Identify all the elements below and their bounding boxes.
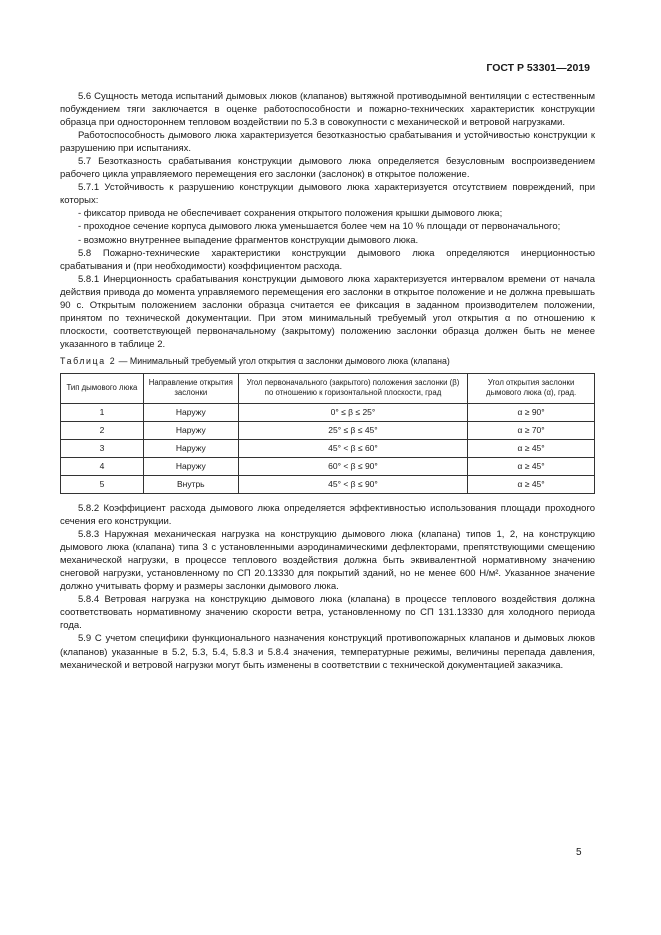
table-cell: 3 <box>61 439 144 457</box>
paragraph-operability: Работоспособность дымового люка характеризуется безотказностью срабатывания и устойчивостью конструкции к разрушению при испытаниях. <box>60 130 595 155</box>
table-cell: α ≥ 90° <box>468 403 595 421</box>
list-item: - фиксатор привода не обеспечивает сохранения открытого положения крышки дымового люка; <box>78 208 503 220</box>
table-caption <box>60 355 595 368</box>
table-cell: 4 <box>61 457 144 475</box>
header-hatch-type: Тип дымового люка <box>61 373 144 403</box>
table-row <box>61 439 595 457</box>
page-number: 5 <box>576 847 582 858</box>
header-initial-angle: Угол первоначального (закрытого) положения заслонки (β) по отношению к горизонтальной плоскости, град <box>238 373 468 403</box>
table-cell: α ≥ 70° <box>468 421 595 439</box>
paragraph-5-6: 5.6 Сущность метода испытаний дымовых люков (клапанов) вытяжной противодымной вентиляции с естественным побуждением тяги заключается в оценке работоспособности и пожарно-технических характеристик конструкции образца при одностороннем тепловом воздействии по 5.3 в совокупности с механической и ветровой нагрузками. <box>60 91 595 129</box>
table-cell: 45° < β ≤ 90° <box>238 475 468 493</box>
paragraph-5-7: 5.7 Безотказность срабатывания конструкции дымового люка определяется безусловным воспроизведением рабочего цикла управляемого перемещения его заслонки (заслонок) в открытое положение. <box>60 156 595 181</box>
page-body <box>60 90 595 672</box>
paragraph-5-7-1: 5.7.1 Устойчивость к разрушению конструкции дымового люка характеризуется отсутствием повреждений, при которых: <box>60 182 595 207</box>
table-caption-text: — Минимальный требуемый угол открытия α заслонки дымового люка (клапана) <box>116 355 450 366</box>
list-item: - проходное сечение корпуса дымового люка уменьшается более чем на 10 % площади от первоначального; <box>78 221 561 233</box>
table-cell: α ≥ 45° <box>468 457 595 475</box>
table-cell: 0° ≤ β ≤ 25° <box>238 403 468 421</box>
table-cell: 60° < β ≤ 90° <box>238 457 468 475</box>
table-cell: Наружу <box>143 403 238 421</box>
table-header-row <box>61 373 595 403</box>
table-cell: Внутрь <box>143 475 238 493</box>
table-cell: 1 <box>61 403 144 421</box>
table-cell: α ≥ 45° <box>468 475 595 493</box>
paragraph-5-8-1: 5.8.1 Инерционность срабатывания конструкции дымового люка характеризуется интервалом времени от начала действия привода до момента управляемого перемещения его заслонки в открытое положение и не должна превышать 90 с. Открытым положением заслонки образца считается ее фиксация в заданном производителем положении, принятом по технической документации. При этом минимальный требуемый угол открытия α по отношению к плоскости, соответствующей первоначальному (закрытому) положению заслонки образца должен быть не менее указанного в таблице 2. <box>60 273 595 350</box>
table-cell: 45° < β ≤ 60° <box>238 439 468 457</box>
paragraph-5-8-3: 5.8.3 Наружная механическая нагрузка на конструкцию дымового люка (клапана) типов 1, 2, на конструкцию дымового люка (клапана) типа 3 с установленными аэродинамическими дефлекторами, препятствующими смещению механической нагрузки, в процессе теплового воздействия должна быть эквивалентной нормативному значению снеговой нагрузки, установленному по СП 20.13330 для покрытий зданий, но не менее 600 Н/м². Указанное значение должно учитывать форму и размеры заслонки дымового люка. <box>60 529 595 593</box>
opening-angle-table <box>60 373 595 494</box>
paragraph-5-8: 5.8 Пожарно-технические характеристики конструкции дымового люка определяются инерционностью срабатывания и (при необходимости) коэффициентом расхода. <box>60 247 595 272</box>
header-opening-direction: Направление открытия заслонки <box>143 373 238 403</box>
table-cell: 2 <box>61 421 144 439</box>
table-cell: Наружу <box>143 439 238 457</box>
table-row <box>61 421 595 439</box>
table-cell: Наружу <box>143 421 238 439</box>
table-caption-label: Таблица 2 <box>60 355 117 366</box>
table-row <box>61 403 595 421</box>
header-opening-angle: Угол открытия заслонки дымового люка (α), град. <box>468 373 595 403</box>
paragraph-5-8-4: 5.8.4 Ветровая нагрузка на конструкцию дымового люка (клапана) в процессе теплового воздействия должна соответствовать нормативному значению скорости ветра, установленному по СП 131.13330 для холодного периода года. <box>60 594 595 632</box>
table-row <box>61 457 595 475</box>
table-cell: 25° ≤ β ≤ 45° <box>238 421 468 439</box>
document-standard-id: ГОСТ Р 53301—2019 <box>486 62 590 74</box>
paragraph-5-8-2: 5.8.2 Коэффициент расхода дымового люка определяется эффективностью использования площади проходного сечения его конструкции. <box>60 502 595 528</box>
table-row <box>61 475 595 493</box>
table-cell: Наружу <box>143 457 238 475</box>
table-cell: α ≥ 45° <box>468 439 595 457</box>
table-cell: 5 <box>61 475 144 493</box>
paragraph-5-9: 5.9 С учетом специфики функционального назначения конструкций противопожарных клапанов и дымовых люков (клапанов) указанные в 5.2, 5.3, 5.4, 5.8.3 и 5.8.4 значения, температурные режимы, величины перепада давления, механической и ветровой нагрузки могут быть изменены в соответствии с технической документацией заказчика. <box>60 633 595 671</box>
list-item: - возможно внутреннее выпадение фрагментов конструкции дымового люка. <box>78 234 419 246</box>
